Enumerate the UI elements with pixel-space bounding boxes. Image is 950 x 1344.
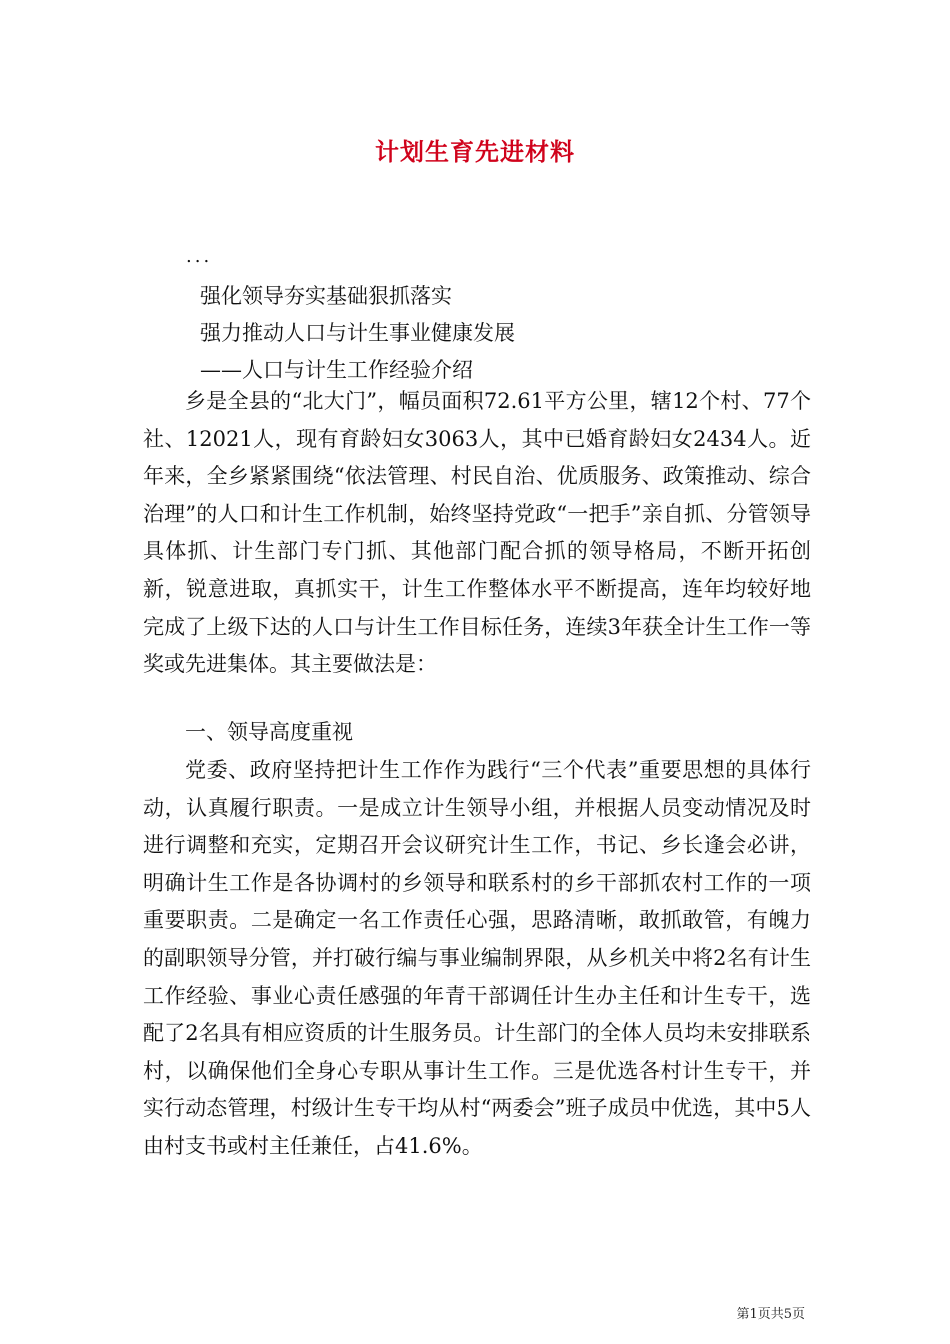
section-one-heading: 一、领导高度重视 [185,720,353,744]
document-title: 计划生育先进材料 [375,137,575,166]
section-one-block [143,714,811,752]
ellipsis-marker: ... [186,246,213,267]
intro-paragraph: 乡是全县的“北大门”，幅员面积72.61平方公里，辖12个村、77个社、12021人，现有育龄妇女3063人，其中已婚育龄妇女2434人。近年来，全乡紧紧围绕“依法管理、村民自治、优质服务、政策推动、综合治理”的人口和计生工作机制，始终坚持党政“一把手”亲自抓、分管领导具体抓、计生部门专门抓、其他部门配合抓的领导格局，不断开拓创新，锐意进取，真抓实干，计生工作整体水平不断提高，连年均较好地完成了上级下达的人口与计生工作目标任务，连续3年获全计生工作一等奖或先进集体。其主要做法是： [143,389,811,677]
section-one-paragraph: 党委、政府坚持把计生工作作为践行“三个代表”重要思想的具体行动，认真履行职责。一是成立计生领导小组，并根据人员变动情况及时进行调整和充实，定期召开会议研究计生工作，书记、乡长逢会必讲，明确计生工作是各协调村的乡领导和联系村的乡干部抓农村工作的一项重要职责。二是确定一名工作责任心强，思路清晰，敢抓敢管，有魄力的副职领导分管，并打破行编与事业编制界限，从乡机关中将2名有计生工作经验、事业心责任感强的年青干部调任计生办主任和计生专干，选配了2名具有相应资质的计生服务员。计生部门的全体人员均未安排联系村，以确保他们全身心专职从事计生工作。三是优选各村计生专干，并实行动态管理，村级计生专干均从村“两委会”班子成员中优选，其中5人由村支书或村主任兼任，占41.6%。 [143,758,811,1158]
subheading-2: 强力推动人口与计生事业健康发展 [200,321,515,345]
intro-paragraph-block [143,383,811,684]
section-one-body-block [143,752,811,1166]
page-number-footer: 第1页共5页 [736,1307,805,1322]
subheading-1: 强化领导夯实基础狠抓落实 [200,284,452,308]
subheading-3: ——人口与计生工作经验介绍 [200,358,473,382]
